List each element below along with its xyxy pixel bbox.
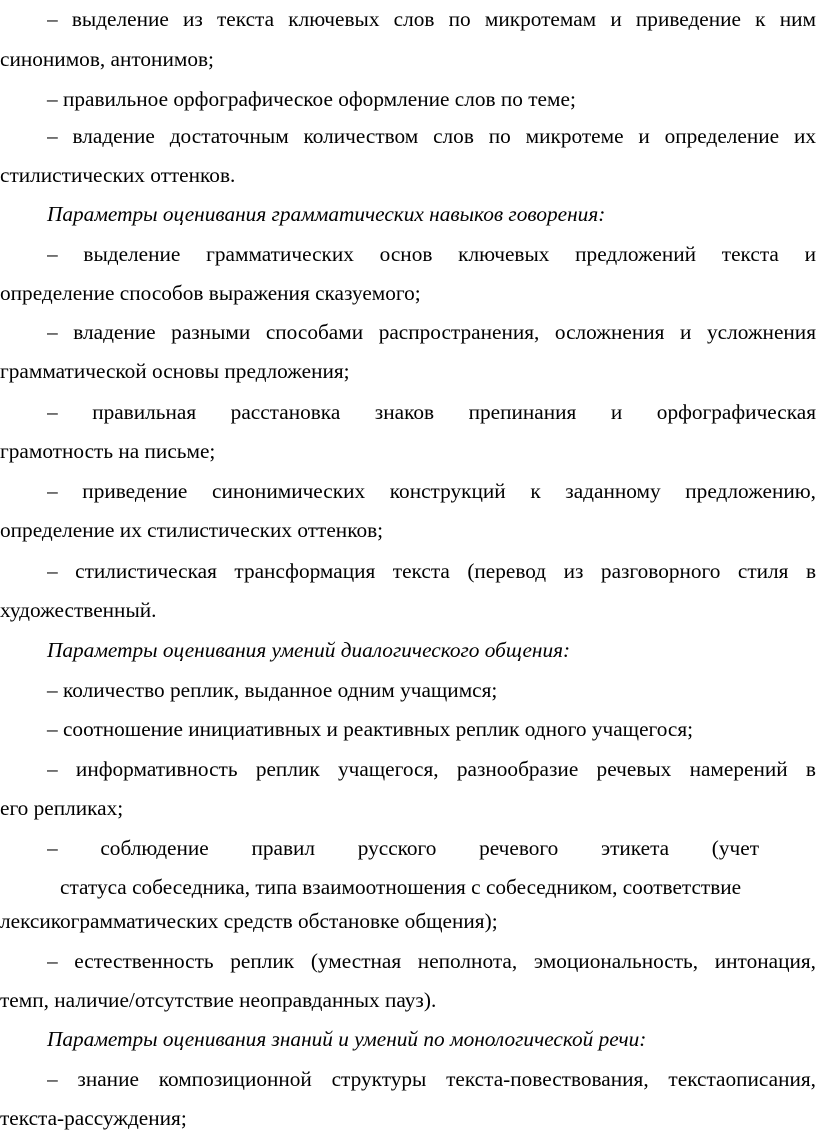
text-line: грамотность на письме;	[0, 439, 216, 463]
text-line: стилистических оттенков.	[0, 163, 236, 187]
text-line: – правильное орфографическое оформление слов по теме;	[47, 87, 576, 111]
text-line: синонимов, антонимов;	[0, 47, 214, 71]
text-line: его репликах;	[0, 796, 124, 820]
text-line: – приведение синонимических конструкций к заданному предложению,	[47, 479, 816, 503]
text-line: – владение разными способами распространения, осложнения и усложнения	[47, 320, 816, 344]
text-line: статуса собеседника, типа взаимоотношения с собеседником, соответствие	[60, 875, 742, 899]
text-line: лексикограмматических средств обстановке общения);	[0, 909, 498, 933]
section-heading: Параметры оценивания знаний и умений по монологической речи:	[47, 1027, 647, 1051]
text-line: – правильная расстановка знаков препинания и орфографическая	[47, 400, 816, 424]
text-line: – естественность реплик (уместная неполнота, эмоциональность, интонация,	[47, 949, 816, 973]
text-line: – информативность реплик учащегося, разнообразие речевых намерений в	[47, 757, 816, 781]
text-line: темп, наличие/отсутствие неоправданных пауз).	[0, 988, 437, 1012]
text-line: – владение достаточным количеством слов по микротеме и определение их	[47, 124, 816, 148]
text-line: художественный.	[0, 598, 157, 622]
text-line: – стилистическая трансформация текста (перевод из разговорного стиля в	[47, 559, 816, 583]
text-line: определение способов выражения сказуемого;	[0, 281, 421, 305]
text-line: определение их стилистических оттенков;	[0, 518, 384, 542]
section-heading: Параметры оценивания грамматических навыков говорения:	[47, 202, 606, 226]
text-line: текста-рассуждения;	[0, 1106, 187, 1130]
text-line: – соблюдение правил русского речевого этикета (учет	[47, 836, 759, 860]
section-heading: Параметры оценивания умений диалогического общения:	[47, 638, 571, 662]
text-line: – знание композиционной структуры текста-повествования, текстаописания,	[47, 1067, 816, 1091]
text-line: грамматической основы предложения;	[0, 359, 350, 383]
text-line: – выделение из текста ключевых слов по микротемам и приведение к ним	[47, 7, 816, 31]
text-line: – соотношение инициативных и реактивных реплик одного учащегося;	[47, 717, 694, 741]
text-line: – количество реплик, выданное одним учащимся;	[47, 678, 498, 702]
text-line: – выделение грамматических основ ключевых предложений текста и	[47, 242, 816, 266]
